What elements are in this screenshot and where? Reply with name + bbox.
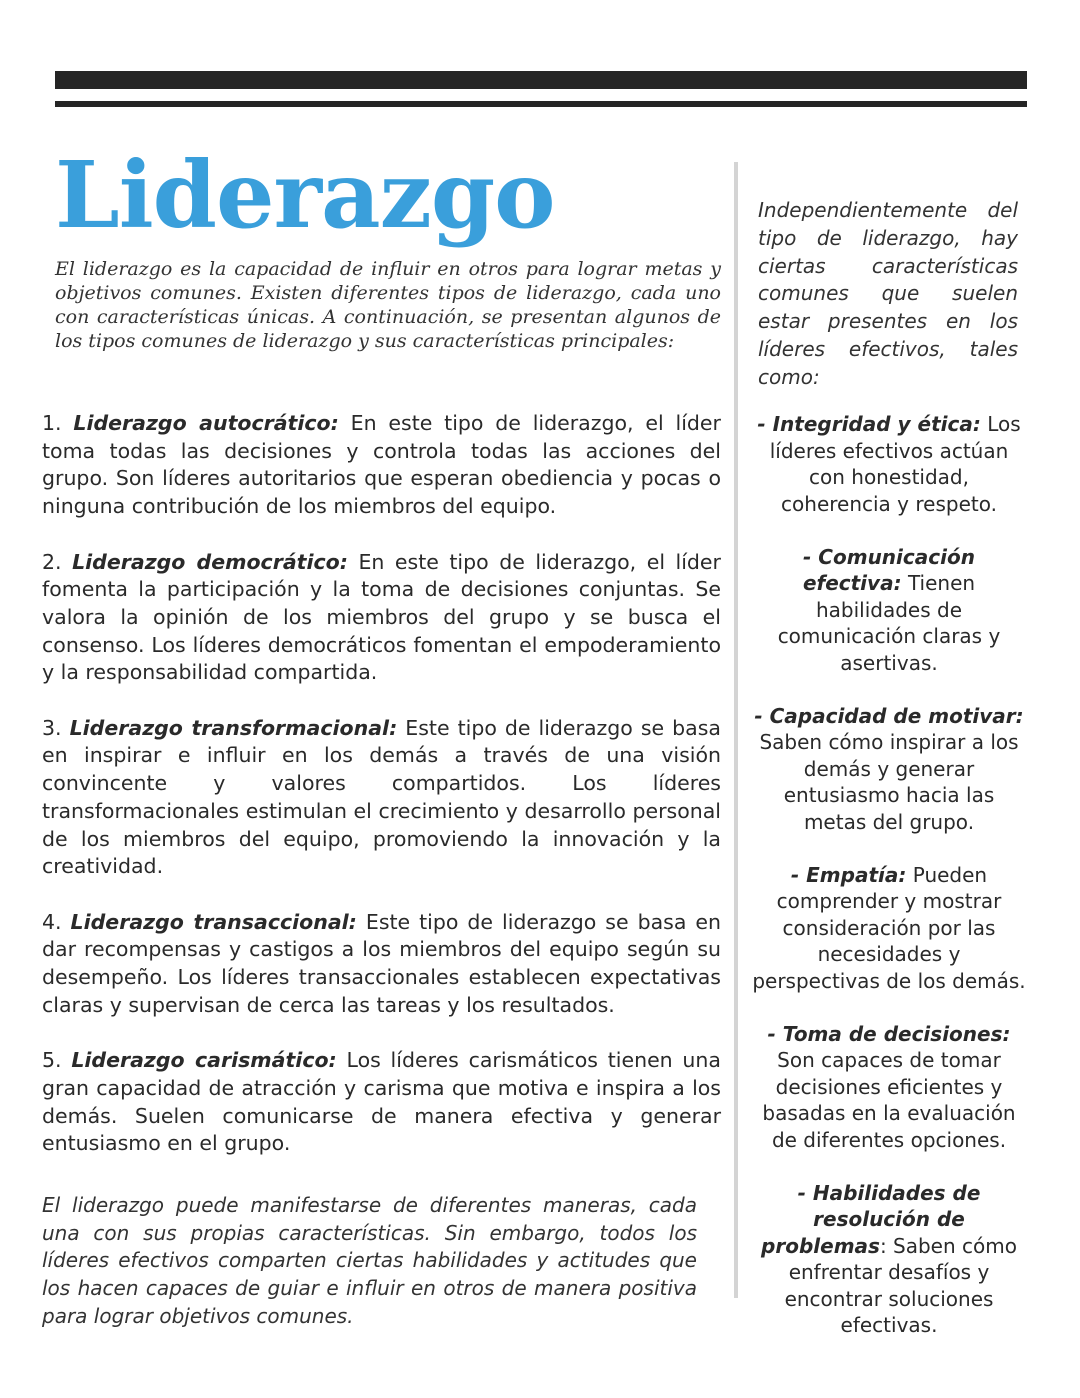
item-heading: Liderazgo transaccional: <box>70 909 357 934</box>
header-rule-thick <box>55 71 1027 89</box>
trait-text: Pueden comprender y mostrar consideración por las necesidades y perspectivas de los demás. <box>752 862 1026 993</box>
trait-item <box>752 544 1026 677</box>
item-heading: Liderazgo autocrático: <box>73 411 339 435</box>
item-heading: Liderazgo carismático: <box>71 1048 337 1073</box>
item-heading: Liderazgo democrático: <box>72 549 348 574</box>
conclusion-paragraph: El liderazgo puede manifestarse de diferentes maneras, cada una con sus propias características. Sin embargo, todos los líderes efectivos comparten ciertas habilidades y actitudes que los hacen capaces de guiar e influir en otros de manera positiva para lograr objetivos comunes. <box>42 1193 697 1328</box>
trait-heading: - Toma de decisiones: <box>767 1021 1011 1046</box>
trait-item <box>752 1021 1026 1154</box>
item-number: 1. <box>42 411 62 435</box>
item-text: En este tipo de liderazgo, el líder fomenta la participación y la toma de decisiones conjuntas. Se valora la opinión de los miembros del grupo y se busca el consenso. Los líderes democráticos fomentan el empoderamiento y la responsabilidad compartida. <box>42 549 721 685</box>
header-rule-thin <box>55 101 1027 107</box>
trait-item <box>752 411 1026 517</box>
trait-text: Tienen habilidades de comunicación claras y asertivas. <box>777 571 1001 675</box>
trait-text: Saben cómo inspirar a los demás y generar entusiasmo hacia las metas del grupo. <box>759 730 1019 834</box>
trait-text: Son capaces de tomar decisiones eficientes y basadas en la evaluación de diferentes opciones. <box>762 1048 1016 1152</box>
trait-heading: - Habilidades de resolución de problemas <box>761 1180 981 1258</box>
trait-item <box>752 703 1026 836</box>
trait-heading: - Empatía: <box>790 862 907 887</box>
list-item <box>42 549 721 688</box>
list-item <box>42 1047 721 1158</box>
trait-text: : Saben cómo enfrentar desafíos y encontrar soluciones efectivas. <box>784 1233 1017 1337</box>
column-divider <box>734 162 738 1298</box>
leadership-types-list <box>42 410 721 1186</box>
item-number: 2. <box>42 549 62 574</box>
trait-heading: - Capacidad de motivar: <box>754 703 1024 728</box>
item-text: Los líderes carismáticos tienen una gran capacidad de atracción y carisma que motiva e inspira a los demás. Suelen comunicarse de manera efectiva y generar entusiasmo en el grupo. <box>42 1048 721 1156</box>
sidebar-intro: Independientemente del tipo de liderazgo, hay ciertas características comunes que suelen estar presentes en los líderes efectivos, tales como: <box>758 198 1018 389</box>
trait-item <box>752 862 1026 995</box>
item-heading: Liderazgo transformacional: <box>69 715 398 740</box>
intro-paragraph: El liderazgo es la capacidad de influir en otros para lograr metas y objetivos comunes. Existen diferentes tipos de liderazgo, cada uno con características únicas. A continuación, se presentan algunos de los tipos comunes de liderazgo y sus características principales: <box>55 258 721 352</box>
list-item <box>42 715 721 881</box>
item-text: En este tipo de liderazgo, el líder toma todas las decisiones y controla todas las acciones del grupo. Son líderes autoritarios que esperan obediencia y pocas o ninguna contribución de los miembros del equipo. <box>42 411 721 519</box>
trait-item <box>752 1180 1026 1339</box>
page-title: Liderazgo <box>55 141 555 249</box>
list-item <box>42 909 721 1020</box>
item-text: Este tipo de liderazgo se basa en inspirar e influir en los demás a través de una visión convincente y valores compartidos. Los líderes transformacionales estimulan el crecimiento y desarrollo personal de los miembros del equipo, promoviendo la innovación y la creatividad. <box>42 715 721 879</box>
item-text: Este tipo de liderazgo se basa en dar recompensas y castigos a los miembros del equipo según su desempeño. Los líderes transaccionales establecen expectativas claras y supervisan de cerca las tareas y los resultados. <box>42 909 721 1017</box>
traits-list <box>752 411 1026 1365</box>
item-number: 4. <box>42 909 62 934</box>
trait-heading: - Integridad y ética: <box>757 412 981 436</box>
list-item <box>42 410 721 521</box>
item-number: 5. <box>42 1048 62 1073</box>
trait-text: Los líderes efectivos actúan con honestidad, coherencia y respeto. <box>769 412 1021 516</box>
item-number: 3. <box>42 715 62 740</box>
trait-heading: - Comunicación efectiva: <box>802 544 975 595</box>
